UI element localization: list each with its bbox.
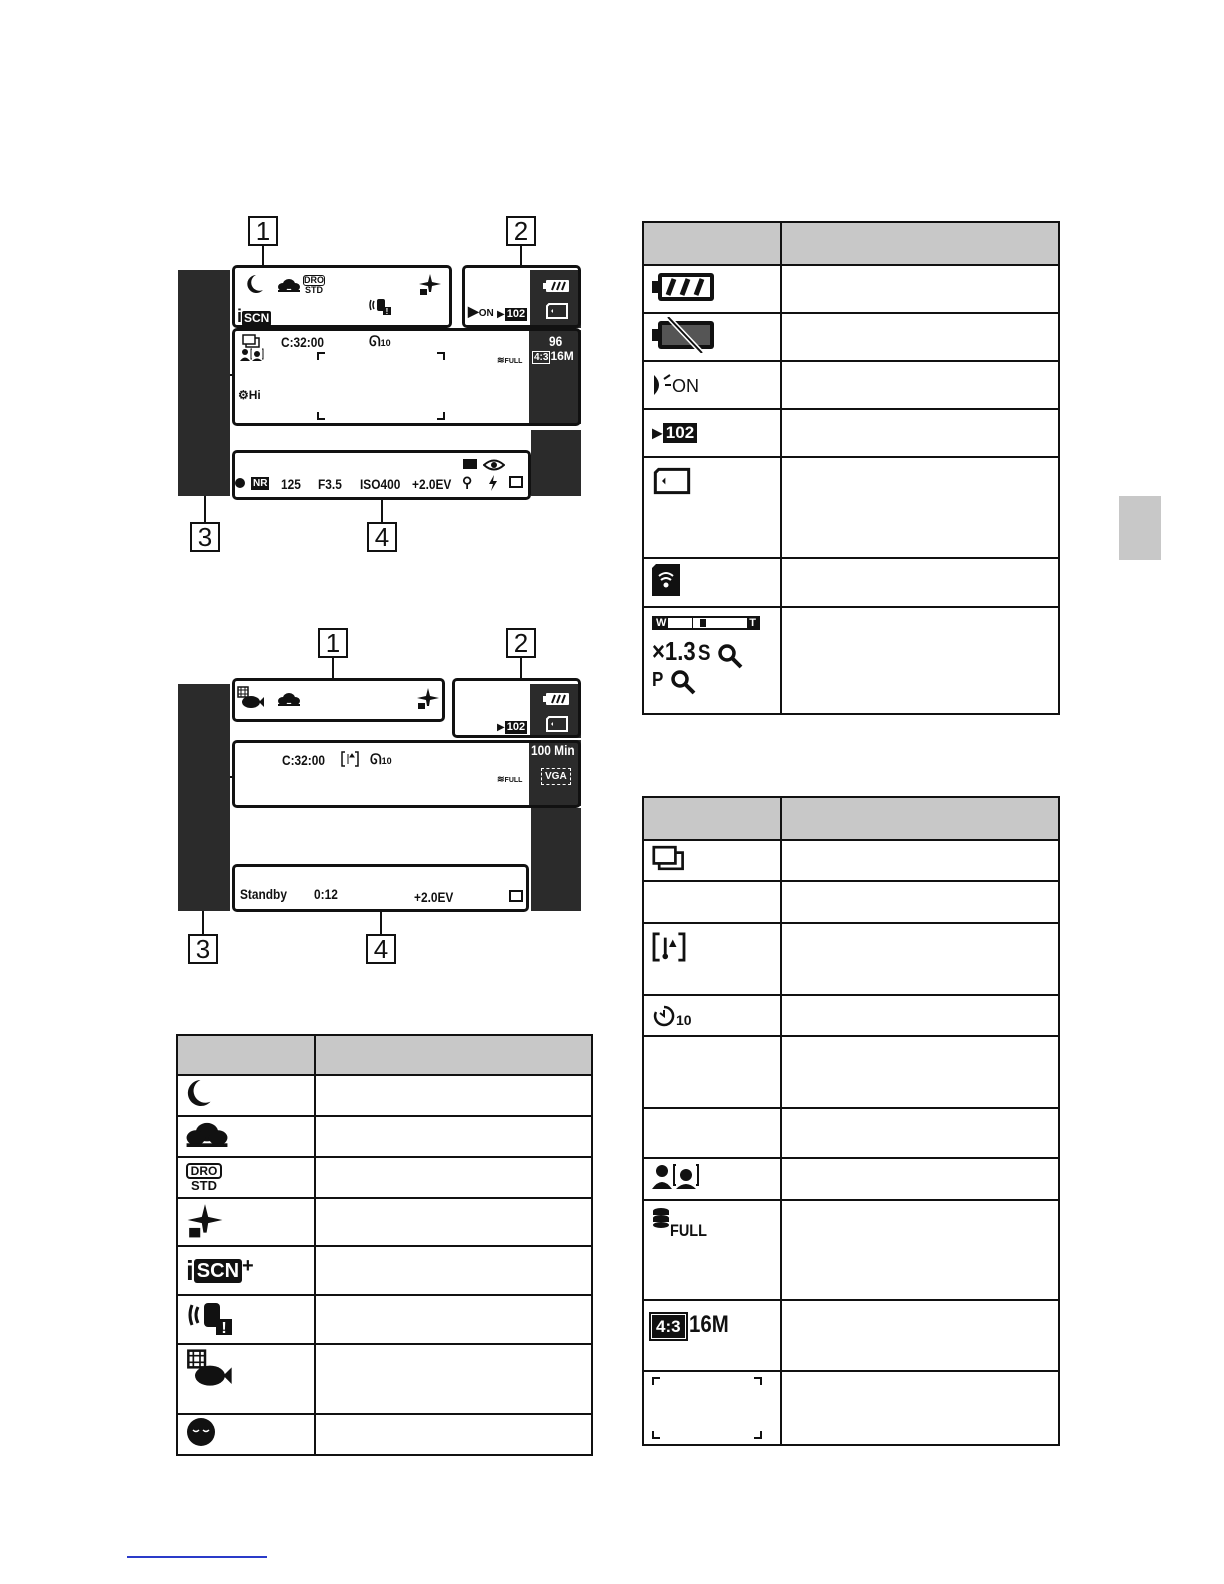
dro-label: DRO bbox=[304, 275, 324, 285]
hand-shake-warning-icon bbox=[368, 296, 392, 316]
battery-icon-top bbox=[543, 280, 569, 292]
night-moon-icon bbox=[246, 274, 264, 294]
table-right-bottom-header-2 bbox=[781, 797, 1059, 840]
full-label: FULL bbox=[504, 358, 523, 365]
table-row bbox=[643, 840, 781, 881]
timer-label: 10 bbox=[380, 338, 391, 348]
folder-label: 102 bbox=[663, 423, 697, 443]
stack-icon bbox=[652, 1207, 670, 1233]
table-left-header-1 bbox=[177, 1035, 315, 1075]
airplane-icon bbox=[186, 1201, 224, 1239]
table-right-top-header-1 bbox=[643, 222, 781, 265]
zoom-ratio: ×1.3 bbox=[652, 636, 696, 666]
table-left-header-2 bbox=[315, 1035, 592, 1075]
zoom-s-label: S bbox=[697, 640, 711, 665]
dro-std-icon bbox=[303, 275, 325, 295]
hi-label: Hi bbox=[248, 388, 261, 402]
timer-label-bottom: 10 bbox=[381, 756, 392, 766]
callout-2-top: 2 bbox=[506, 216, 536, 246]
std-label: STD bbox=[305, 285, 323, 295]
folder-icon: ▶ 102 bbox=[652, 423, 780, 443]
folder-label: 102 bbox=[506, 308, 526, 320]
table-row bbox=[177, 1414, 315, 1455]
timer-dial-icon bbox=[652, 1004, 676, 1028]
memory-card-icon bbox=[652, 466, 692, 496]
table-row bbox=[177, 1116, 315, 1157]
movie-fish-icon-bottom bbox=[237, 686, 265, 710]
timer-label: 10 bbox=[676, 1011, 692, 1028]
flash-on-icon-top: ▶ON bbox=[468, 303, 494, 319]
memory-full-icon bbox=[652, 1207, 780, 1241]
memory-card-icon-bottom bbox=[545, 716, 569, 732]
iscn-label: SCN bbox=[244, 311, 270, 325]
table-row bbox=[177, 1246, 315, 1295]
zoom-w-label: W bbox=[656, 617, 667, 629]
iso-top: ISO400 bbox=[360, 476, 401, 492]
table-row bbox=[643, 265, 781, 313]
memory-full-icon-bottom: ≋FULL bbox=[497, 774, 523, 784]
iscn-icon: i SCN bbox=[237, 306, 270, 326]
metering-mode-icon-bottom bbox=[509, 890, 523, 902]
table-row bbox=[643, 313, 781, 361]
folder-icon-top: ▶ 102 bbox=[497, 308, 526, 320]
shutter-speed-top: 125 bbox=[281, 476, 301, 492]
callout-2-bottom: 2 bbox=[506, 628, 536, 658]
hand-shake-warning-icon bbox=[186, 1297, 234, 1337]
table-right-top bbox=[642, 221, 1060, 715]
folder-icon-bottom: ▶ 102 bbox=[497, 721, 526, 733]
callout-4-bottom: 4 bbox=[366, 934, 396, 964]
memory-full-icon-top: ≋FULL bbox=[497, 355, 523, 365]
af-frame-icon bbox=[652, 1377, 762, 1439]
svg-text:!: ! bbox=[385, 307, 389, 316]
movie-fish-icon bbox=[186, 1349, 234, 1389]
zoom-t-label: T bbox=[749, 617, 756, 629]
face-detect-icon-top bbox=[240, 348, 264, 362]
table-row bbox=[177, 1295, 315, 1344]
table-row bbox=[643, 1300, 781, 1371]
table-right-top-header-2 bbox=[781, 222, 1059, 265]
footer-link[interactable] bbox=[127, 1556, 267, 1558]
self-timer-icon-top: ᘏ10 bbox=[369, 333, 391, 349]
rec-time-bottom: 100 Min bbox=[531, 742, 575, 758]
table-row bbox=[177, 1157, 315, 1198]
table-row bbox=[643, 558, 781, 607]
dro-std-icon bbox=[186, 1163, 222, 1192]
table-row bbox=[643, 457, 781, 558]
dro-label: DRO bbox=[186, 1163, 222, 1179]
hi-icon-top: ⚙Hi bbox=[238, 388, 261, 402]
full-label-bottom: FULL bbox=[504, 777, 523, 784]
aperture-top: F3.5 bbox=[318, 476, 342, 492]
battery-empty-icon bbox=[652, 317, 716, 353]
macro-icon-top: ⚲ bbox=[462, 474, 473, 490]
callout-1-bottom: 1 bbox=[318, 628, 348, 658]
table-row bbox=[643, 361, 781, 409]
metering-icon-top bbox=[463, 459, 477, 469]
nr-icon-top: NR bbox=[253, 478, 268, 489]
shots-remaining-top: 96 bbox=[549, 333, 563, 349]
table-row bbox=[643, 1200, 781, 1300]
table-right-bottom bbox=[642, 796, 1060, 1446]
table-row bbox=[643, 1371, 781, 1445]
flash-icon-top bbox=[488, 475, 498, 491]
sleeping-face-icon bbox=[186, 1417, 216, 1447]
table-row bbox=[177, 1198, 315, 1246]
image-size-icon-top bbox=[532, 349, 574, 363]
flash-on-label: ON bbox=[478, 308, 494, 319]
aspect-label: 4:3 bbox=[652, 1315, 685, 1338]
iscn-label: SCN bbox=[194, 1259, 242, 1283]
airplane-icon-bottom bbox=[416, 686, 440, 710]
callout-3-bottom: 3 bbox=[188, 934, 218, 964]
full-label: FULL bbox=[670, 1221, 707, 1240]
face-detect-icon bbox=[652, 1163, 700, 1191]
self-timer-icon bbox=[652, 1004, 780, 1028]
callout-3-top: 3 bbox=[190, 522, 220, 552]
aspect-label: 4:3 bbox=[534, 352, 549, 363]
wifi-card-icon bbox=[652, 564, 680, 596]
airplane-icon bbox=[418, 272, 442, 296]
metering-mode-icon-top bbox=[509, 476, 523, 488]
zoom-p-label: P bbox=[652, 669, 664, 691]
size-label: 16M bbox=[688, 1311, 729, 1338]
std-label: STD bbox=[191, 1178, 217, 1193]
battery-icon-bottom bbox=[543, 693, 569, 705]
flash-arc-icon bbox=[652, 373, 672, 397]
zoom-icon bbox=[652, 616, 780, 695]
cloud-icon bbox=[278, 278, 300, 292]
record-dot-top bbox=[235, 478, 245, 488]
flash-on-icon bbox=[652, 373, 780, 397]
callout-1-top: 1 bbox=[248, 216, 278, 246]
cloud-icon-bottom bbox=[278, 692, 300, 706]
table-row bbox=[643, 409, 781, 457]
table-row bbox=[643, 607, 781, 714]
time-bottom: 0:12 bbox=[314, 886, 338, 902]
zoom-bar bbox=[652, 616, 760, 630]
counter-bottom: C:32:00 bbox=[282, 752, 326, 768]
table-row bbox=[643, 1158, 781, 1200]
magnifier-p-icon bbox=[670, 669, 696, 695]
vga-icon-bottom: VGA bbox=[541, 768, 571, 785]
area-3-frame-bottom bbox=[232, 740, 581, 808]
flash-on-label: ON bbox=[672, 376, 699, 396]
burst-icon-top bbox=[242, 334, 262, 348]
table-row bbox=[643, 923, 781, 995]
size-label: 16M bbox=[550, 349, 574, 363]
night-moon-icon bbox=[186, 1078, 212, 1108]
memory-card-icon-top bbox=[545, 303, 569, 319]
folder-label-bottom: 102 bbox=[506, 721, 526, 733]
table-row bbox=[643, 881, 781, 923]
section-tab[interactable] bbox=[1119, 496, 1161, 560]
magnifier-icon bbox=[717, 643, 743, 669]
table-row bbox=[643, 995, 781, 1036]
battery-full-icon bbox=[652, 271, 716, 303]
red-eye-icon-top bbox=[483, 458, 505, 472]
standby-bottom: Standby bbox=[240, 886, 287, 902]
ev-top: +2.0EV bbox=[412, 476, 452, 492]
table-row bbox=[177, 1075, 315, 1116]
iscn-plus-icon: i SCN + bbox=[186, 1254, 254, 1286]
self-timer-icon-bottom: ᘏ10 bbox=[370, 751, 392, 767]
burst-icon bbox=[652, 844, 688, 872]
svg-text:!: ! bbox=[221, 1320, 227, 1337]
table-right-bottom-header-1 bbox=[643, 797, 781, 840]
bracket-icon-bottom bbox=[341, 751, 359, 767]
table-left bbox=[176, 1034, 593, 1456]
ev-bottom: +2.0EV bbox=[414, 889, 454, 905]
callout-4-top: 4 bbox=[367, 522, 397, 552]
table-row bbox=[177, 1344, 315, 1414]
cloud-icon bbox=[186, 1121, 228, 1147]
counter-top: C:32:00 bbox=[281, 334, 325, 350]
table-row bbox=[643, 1108, 781, 1158]
bracket-icon bbox=[652, 932, 686, 962]
image-size-icon bbox=[652, 1311, 780, 1339]
table-row bbox=[643, 1036, 781, 1108]
